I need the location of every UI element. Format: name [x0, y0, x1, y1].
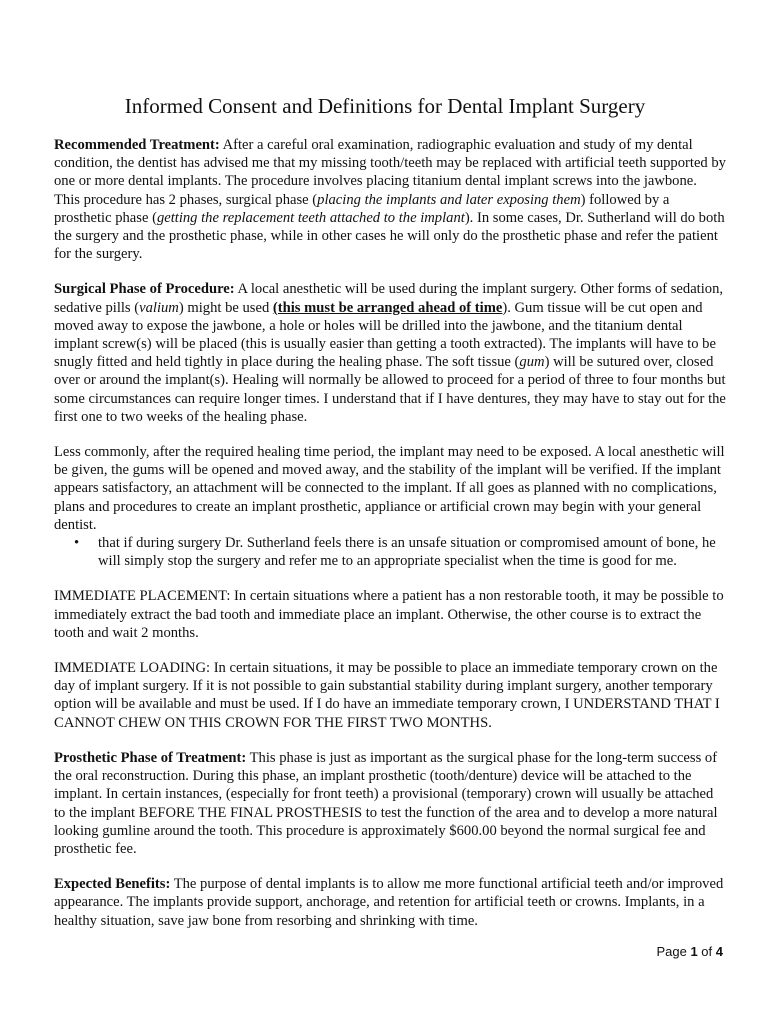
list-item	[54, 534, 726, 570]
recommended-treatment-heading: Recommended Treatment:	[54, 137, 220, 153]
current-page: 1	[690, 944, 698, 959]
recommended-italic-1: placing the implants and later exposing them	[317, 191, 581, 208]
recommended-text-1: After a careful oral examination, radiographic evaluation and study of my dental condition, the dentist has advised me that my missing tooth/teeth may be replaced with artificial teeth supported by one or more dental implants. The procedure involves placing titanium dental implant screws into the jawbone. This procedure has 2 phases, surgical phase (	[54, 137, 726, 208]
bullet-text: that if during surgery Dr. Sutherland feels there is an unsafe situation or compromised amount of bone, he will simply stop the surgery and refer me to an appropriate specialist when the time is good for me.	[98, 535, 716, 570]
document-title: Informed Consent and Definitions for Dental Implant Surgery	[124, 94, 646, 118]
of-word: of	[701, 944, 713, 959]
document-body	[54, 136, 726, 947]
less-common-paragraph: Less commonly, after the required healing time period, the implant may need to be exposed. A local anesthetic will be given, the gums will be opened and moved away, and the stability of the implant will be verified. If the implant appears satisfactory, an attachment will be connected to the implant. If all goes as planned with no complications, plans and procedures to create an implant prosthetic, appliance or artificial crown may begin with your general dentist.	[54, 444, 725, 533]
recommended-italic-2: getting the replacement teeth attached to the implant	[156, 209, 465, 226]
surgical-phase-paragraph	[54, 280, 726, 426]
prosthetic-phase-paragraph	[54, 749, 726, 858]
prosthetic-phase-heading: Prosthetic Phase of Treatment:	[54, 749, 247, 766]
surgical-italic-2: gum	[519, 354, 545, 371]
surgical-underlined-note: (this must be arranged ahead of time	[272, 299, 503, 316]
expected-benefits-heading: Expected Benefits:	[54, 876, 171, 893]
expected-benefits-paragraph	[54, 875, 726, 930]
surgical-phase-heading: Surgical Phase of Procedure:	[54, 281, 235, 298]
page-number	[656, 944, 723, 959]
immediate-loading-paragraph: IMMEDIATE LOADING: In certain situations, it may be possible to place an immediate temporary crown on the day of implant surgery. If it is not possible to gain substantial stability during implant surgery, another temporary option will be available and must be used. If I do have an immediate temporary crown, I UNDERSTAND THAT I CANNOT CHEW ON THIS CROWN FOR THE FIRST TWO MONTHS.	[54, 660, 720, 731]
surgical-text-4: ) will be sutured over, closed over or around the implant(s). Healing will normally be allowed to proceed for a period of three to four months but some circumstances can require longer times. I understand that if I have dentures, they may have to stay out for the first one to two weeks of the healing phase.	[54, 354, 726, 425]
total-pages: 4	[715, 944, 723, 959]
surgical-italic-1: valium	[139, 299, 179, 316]
surgical-text-2: ) might be used	[178, 299, 273, 316]
recommended-treatment-paragraph	[54, 136, 726, 263]
prosthetic-text: This phase is just as important as the surgical phase for the long-term success of the oral reconstruction. During this phase, an implant prosthetic (tooth/denture) device will be attached to the implant. In certain instances, (especially for front teeth) a provisional (temporary) crown will usually be attached to the implant BEFORE THE FINAL PROSTHESIS to test the function of the area and to develop a more natural looking gumline around the tooth. This procedure is approximately $600.00 beyond the normal surgical fee and prosthetic fee.	[54, 749, 718, 857]
benefits-text: The purpose of dental implants is to allow me more functional artificial teeth and/or improved appearance. The implants provide support, anchorage, and retention for artificial teeth or crowns. Implants, in a healthy situation, save jaw bone from resorbing and shrinking with time.	[54, 876, 724, 929]
recommended-text-2: ) followed by a prosthetic phase (	[54, 191, 670, 226]
surgical-text-1: A local anesthetic will be used during the implant surgery. Other forms of sedation, sedative pills (	[54, 281, 724, 316]
page-word: Page	[656, 944, 687, 959]
less-common-bullet-list	[54, 534, 726, 570]
bullet-glyph: •	[74, 535, 80, 552]
surgical-text-3: ). Gum tissue will be cut open and moved away to expose the jawbone, a hole or holes will be drilled into the jawbone, and the titanium dental implant screw(s) will be placed (this is usually easier than getting a tooth extracted). The implants will have to be snugly fitted and held tightly in place during the healing phase. The soft tissue (	[54, 299, 716, 371]
immediate-placement-paragraph: IMMEDIATE PLACEMENT: In certain situations where a patient has a non restorable tooth, it may be possible to immediately extract the bad tooth and immediate place an implant. Otherwise, the other course is to extract the tooth and wait 2 months.	[54, 588, 724, 641]
recommended-text-3: ). In some cases, Dr. Sutherland will do both the surgery and the prosthetic phase, while in other cases he will only do the prosthetic phase and refer the patient for the surgery.	[54, 209, 725, 263]
